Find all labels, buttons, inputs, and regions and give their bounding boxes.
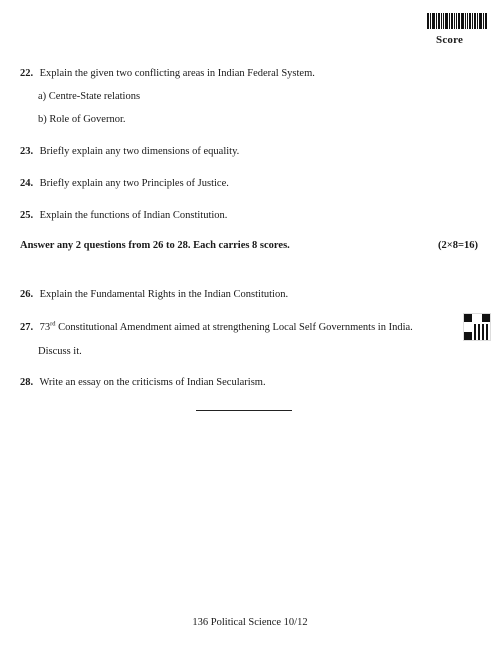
subpart-a: a) Centre-State relations — [38, 91, 141, 102]
question-text: Briefly explain any two dimensions of equality. — [39, 146, 240, 157]
qr-code-icon — [464, 314, 490, 340]
question-text: Write an essay on the criticisms of Indian Secularism. — [39, 377, 266, 388]
section-instruction — [20, 240, 478, 251]
question-text: Briefly explain any two Principles of Justice. — [39, 178, 229, 189]
question-continuation: Discuss it. — [38, 346, 82, 357]
question-text: Constitutional Amendment aimed at strengthening Local Self Governments in India. — [55, 322, 413, 333]
instruction-text: Answer any 2 questions from 26 to 28. Each carries 8 scores. — [20, 240, 290, 251]
question-number: 24. — [20, 178, 34, 189]
page-footer: 136 Political Science 10/12 — [192, 617, 308, 628]
question-number: 27. — [20, 322, 34, 333]
question-number: 25. — [20, 210, 34, 221]
marks-label: (2×8=16) — [438, 240, 478, 251]
question-23 — [20, 146, 239, 157]
question-26 — [20, 289, 288, 300]
question-24 — [20, 178, 229, 189]
superscript: rd — [50, 320, 56, 328]
question-number: 28. — [20, 377, 34, 388]
question-27 — [20, 322, 413, 333]
question-22 — [20, 68, 315, 79]
question-text: Explain the given two conflicting areas in Indian Federal System. — [39, 68, 315, 79]
question-text-prefix: 73 — [39, 322, 51, 333]
question-text: Explain the functions of Indian Constitution. — [39, 210, 228, 221]
question-28 — [20, 377, 266, 388]
question-25 — [20, 210, 227, 221]
subpart-b: b) Role of Governor. — [38, 114, 126, 125]
question-number: 26. — [20, 289, 34, 300]
question-number: 23. — [20, 146, 34, 157]
score-label: Score — [436, 34, 464, 46]
question-text: Explain the Fundamental Rights in the Indian Constitution. — [39, 289, 289, 300]
end-rule — [196, 410, 292, 411]
barcode — [427, 13, 491, 29]
question-number: 22. — [20, 68, 34, 79]
